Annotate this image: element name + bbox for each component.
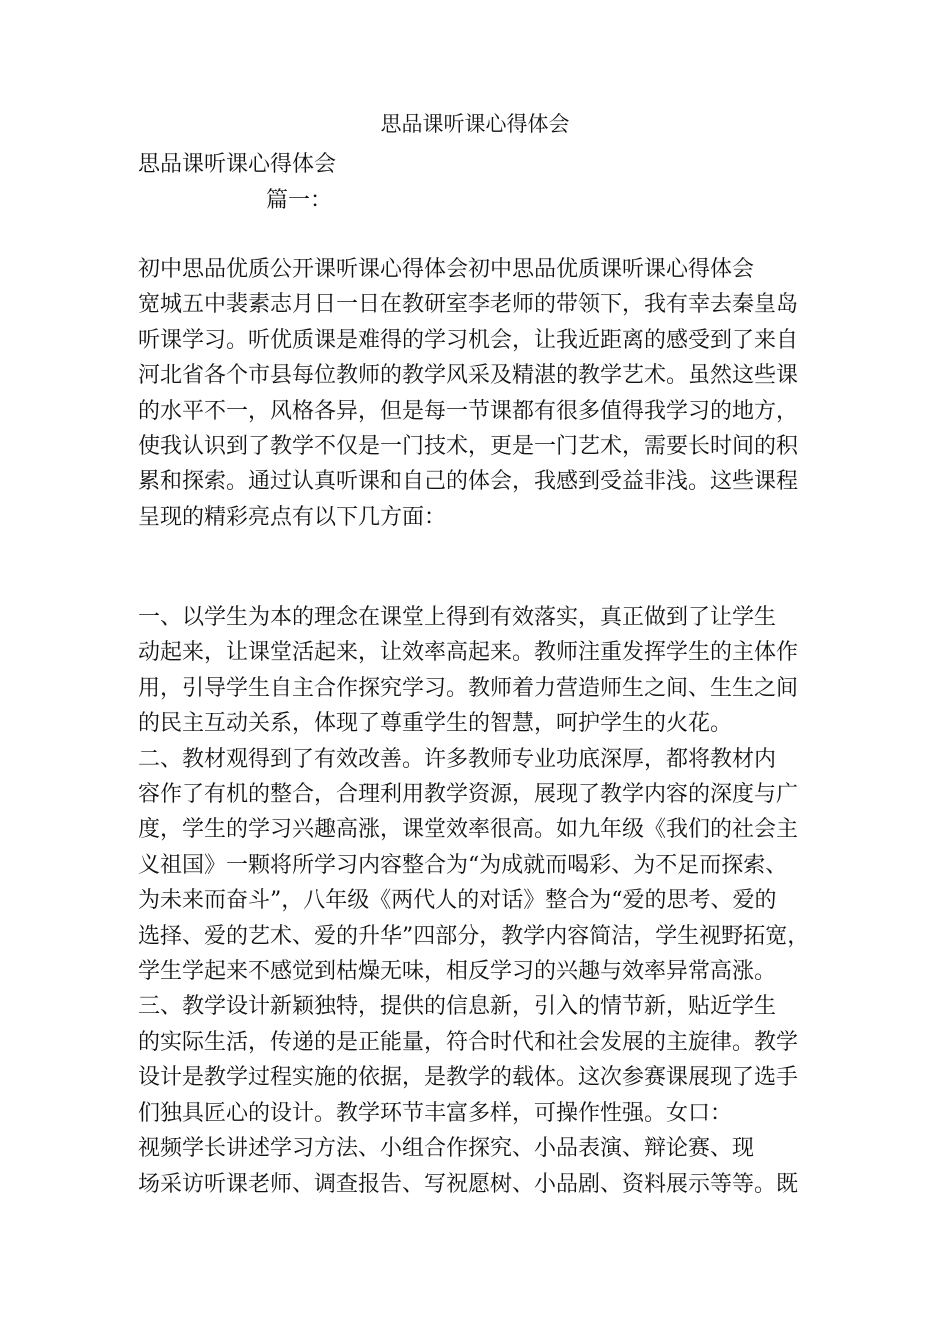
- text-line: 选择、爱的艺术、爱的升华”四部分，教学内容简洁，学生视野拓宽，: [138, 923, 810, 949]
- text-line: 呈现的精彩亮点有以下几方面：: [138, 504, 447, 530]
- text-line: 义祖国》一颗将所学习内容整合为“为成就而喝彩、为不足而探索、: [138, 852, 788, 878]
- intro-paragraph: [138, 252, 824, 535]
- text-line: 一、以学生为本的理念在课堂上得到有效落实，真正做到了让学生: [138, 605, 777, 630]
- document-subtitle: 思品课听课心得体会: [138, 152, 337, 177]
- text-line: 使我认识到了教学不仅是一门技术，更是一门艺术，需要长时间的积: [138, 434, 799, 460]
- text-line: 视频学长讲述学习方法、小组合作探究、小品表演、辩论赛、现: [138, 1136, 755, 1162]
- page-title: 思品课听课心得体会: [380, 112, 570, 136]
- text-line: 们独具匠心的设计。教学环节丰富多样，可操作性强。女口：: [138, 1100, 733, 1126]
- text-line: 二、教材观得到了有效改善。许多教师专业功底深厚，都将教材内: [138, 746, 777, 772]
- text-line: 宽城五中裴素志月日一日在教研室李老师的带领下，我有幸去秦皇岛: [138, 292, 799, 318]
- text-line: 的水平不一，风格各异，但是每一节课都有很多值得我学习的地方，: [138, 398, 799, 424]
- text-line: 初中思品优质公开课听课心得体会初中思品优质课听课心得体会: [138, 257, 755, 282]
- text-line: 的实际生活，传递的是正能量，符合时代和社会发展的主旋律。教学: [138, 1029, 799, 1055]
- text-line: 容作了有机的整合，合理利用教学资源，展现了教学内容的深度与广: [138, 782, 799, 808]
- text-line: 度，学生的学习兴趣高涨，课堂效率很高。如九年级《我们的社会主: [138, 817, 799, 843]
- text-line: 的民主互动关系，体现了尊重学生的智慧，呵护学生的火花。: [138, 711, 733, 737]
- chapter-heading: 篇一：: [266, 188, 333, 213]
- text-line: 三、教学设计新颖独特，提供的信息新，引入的情节新，贴近学生: [138, 994, 777, 1020]
- text-line: 河北省各个市县每位教师的教学风采及精湛的教学艺术。虽然这些课: [138, 363, 799, 389]
- text-line: 用，引导学生自主合作探究学习。教师着力营造师生之间、生生之间: [138, 675, 799, 701]
- text-line: 听课学习。听优质课是难得的学习机会，让我近距离的感受到了来自: [138, 327, 799, 353]
- text-line: 累和探索。通过认真听课和自己的体会，我感到受益非浅。这些课程: [138, 469, 799, 495]
- body-paragraph: [138, 600, 824, 1202]
- text-line: 学生学起来不感觉到枯燥无味，相反学习的兴趣与效率异常高涨。: [138, 959, 777, 985]
- text-line: 设计是教学过程实施的依据，是教学的载体。这次参赛课展现了选手: [138, 1065, 799, 1091]
- text-line: 动起来，让课堂活起来，让效率高起来。教师注重发挥学生的主体作: [138, 640, 799, 666]
- text-line: 为未来而奋斗”，八年级《两代人的对话》整合为“爱的思考、爱的: [138, 888, 777, 914]
- text-line: 场采访听课老师、调查报告、写祝愿树、小品剧、资料展示等等。既: [138, 1171, 799, 1197]
